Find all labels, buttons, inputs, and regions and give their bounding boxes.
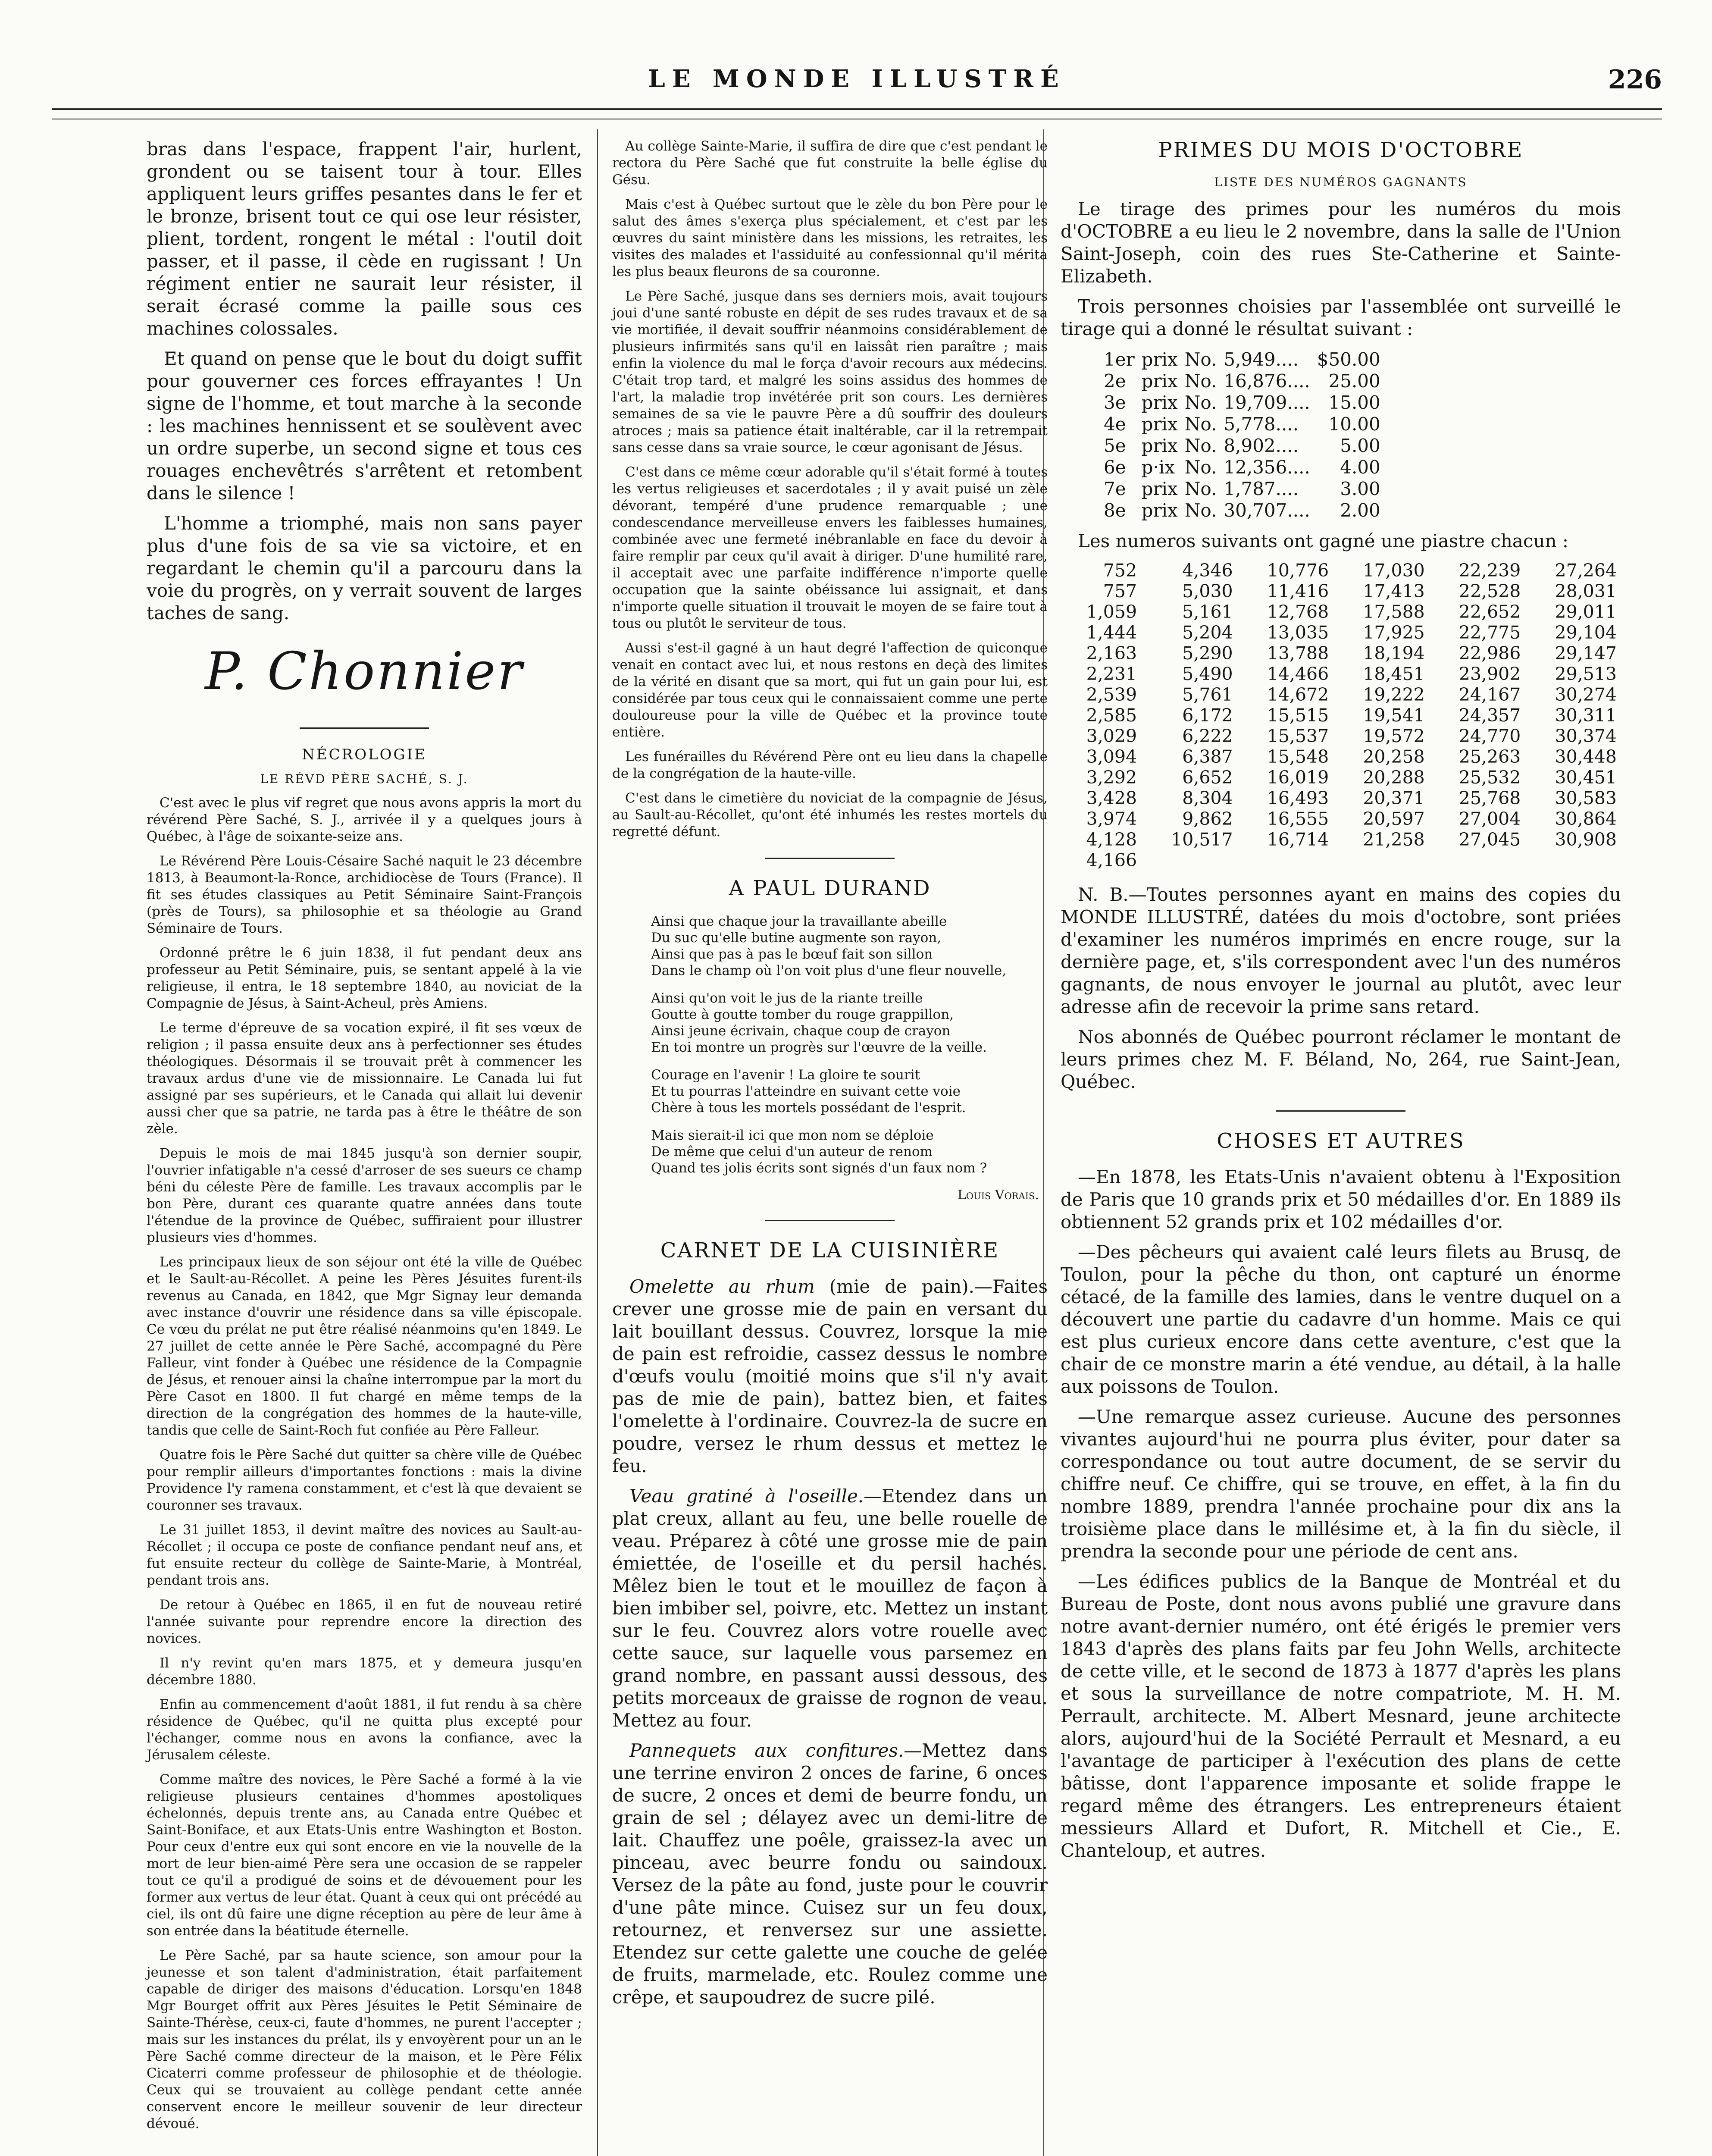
article-paragraph: C'est dans le cimetière du noviciat de la compagnie de Jésus, au Sault-au-Récollet, qu'ont été inhumés les restes mortels du regretté défunt. bbox=[612, 790, 1048, 840]
winning-number: 1,059 bbox=[1086, 602, 1137, 622]
prize-word: prix bbox=[1141, 500, 1178, 521]
winning-number: 10,517 bbox=[1171, 829, 1233, 850]
winning-number: 30,451 bbox=[1555, 767, 1617, 788]
recipe bbox=[612, 1275, 1048, 1477]
winning-number: 17,588 bbox=[1363, 602, 1425, 622]
article-paragraph: N. B.—Toutes personnes ayant en mains des copies du MONDE ILLUSTRÉ, datées du mois d'octobre, sont priées d'examiner les numéros imprimés en encre rouge, sur la dernière page, et, s'ils correspondent avec l'un des numéros gagnants, de nous envoyer le journal au plutôt, avec leur adresse afin de recevoir la prime sans retard. bbox=[1061, 884, 1621, 1017]
prize-no: No. bbox=[1184, 349, 1217, 370]
winning-number bbox=[1525, 850, 1621, 871]
section-title-poem: A PAUL DURAND bbox=[729, 876, 931, 900]
winning-number: 21,258 bbox=[1363, 829, 1425, 850]
winning-number: 17,030 bbox=[1363, 560, 1425, 581]
poem-line: Goutte à goutte tomber du rouge grappillon, bbox=[651, 1007, 954, 1022]
poem-line: Dans le champ où l'on voit plus d'une fleur nouvelle, bbox=[651, 963, 1007, 978]
numbers-row bbox=[1061, 602, 1621, 622]
prize-word: prix bbox=[1141, 478, 1178, 499]
winning-number: 18,194 bbox=[1363, 643, 1425, 664]
prize-no: No. bbox=[1184, 370, 1217, 392]
winning-number: 30,448 bbox=[1555, 746, 1617, 767]
winning-number: 16,019 bbox=[1267, 767, 1329, 788]
section-title-primes: PRIMES DU MOIS D'OCTOBRE bbox=[1158, 138, 1524, 162]
prize-amount: 15.00 bbox=[1328, 392, 1380, 413]
poem-stanza bbox=[651, 913, 1048, 979]
winning-number: 15,548 bbox=[1267, 746, 1329, 767]
poem-stanza bbox=[651, 1067, 1048, 1116]
article-paragraph: Les funérailles du Révérend Père ont eu lieu dans la chapelle de la congrégation de la haute-ville. bbox=[612, 749, 1048, 781]
news-item: —En 1878, les Etats-Unis n'avaient obtenu à l'Exposition de Paris que 10 grands prix et 50 médailles d'or. En 1889 ils obtiennent 52 grands prix et 102 médailles d'or. bbox=[1061, 1166, 1621, 1232]
recipe-name: Pannequets aux confitures. bbox=[629, 1740, 904, 1761]
article-paragraph: Il n'y revint qu'en mars 1875, et y demeura jusqu'en décembre 1880. bbox=[147, 1655, 582, 1688]
prize-number: 5,778.... bbox=[1224, 414, 1299, 435]
recipe-name: Veau gratiné à l'oseille. bbox=[629, 1485, 864, 1507]
numbers-row bbox=[1061, 850, 1621, 871]
recipe-text: —Mettez dans une terrine environ 2 onces de farine, 6 onces de sucre, 2 onces et demi de beurre fondu, un grain de sel ; délayez avec un demi-litre de lait. Chauffez une poêle, graissez-la avec un pinceau, avec beurre fondu ou saindoux. Versez de la pâte au fond, juste pour le couvrir d'une pâte mince. Cuisez sur un feu doux, retournez, et renversez sur une assiette. Etendez sur cette galette une couche de gelée de fruits, marmelade, etc. Roulez comme une crêpe, et saupoudrez de sucre pilé. bbox=[612, 1740, 1048, 2008]
article-paragraph: Et quand on pense que le bout du doigt suffit pour gouverner ces forces effrayantes ! Un signe de l'homme, et tout marche à la seconde : les machines hennissent et se soulèvent avec un ordre superbe, un second signe et tous ces rouages enchevêtrés s'arrêtent et retombent dans le silence ! bbox=[147, 348, 582, 504]
poem-line: Et tu pourras l'atteindre en suivant cette voie bbox=[651, 1084, 961, 1099]
column-divider bbox=[597, 129, 598, 2156]
numbers-row bbox=[1061, 788, 1621, 808]
winning-number: 15,515 bbox=[1267, 705, 1329, 726]
winning-numbers-table bbox=[1061, 560, 1621, 871]
numbers-row bbox=[1061, 581, 1621, 602]
winning-number: 30,274 bbox=[1555, 684, 1617, 705]
numbers-row bbox=[1061, 622, 1621, 643]
article-paragraph: Le 31 juillet 1853, il devint maître des novices au Sault-au-Récollet ; il occupa ce poste de confiance pendant neuf ans, et fut ensuite recteur du collège de Sainte-Marie, à Montréal, pendant trois ans. bbox=[147, 1522, 582, 1588]
publication-title: LE MONDE ILLUSTRÉ bbox=[648, 65, 1066, 93]
winning-number: 6,652 bbox=[1182, 767, 1233, 788]
winning-number: 5,290 bbox=[1182, 643, 1233, 664]
article-paragraph: L'homme a triomphé, mais non sans payer plus d'une fois de sa vie sa victoire, et en regardant le chemin qu'il a parcouru dans la voie du progrès, on y verrait souvent de larges taches de sang. bbox=[147, 513, 582, 624]
winning-number: 12,768 bbox=[1267, 602, 1329, 622]
prize-row bbox=[1104, 435, 1387, 457]
winning-number: 17,413 bbox=[1363, 581, 1425, 602]
article-paragraph: Aussi s'est-il gagné à un haut degré l'affection de quiconque venait en contact avec lui, et nous restons en deçà des limites de la vérité en disant que sa mort, qui fut un gain pour lui, est considérée par tous ceux qui le connaissaient comme une perte douloureuse pour la ville de Québec et la province toute entière. bbox=[612, 640, 1048, 740]
winning-number: 20,371 bbox=[1363, 788, 1425, 808]
winning-number: 3,094 bbox=[1086, 746, 1137, 767]
article-paragraph: C'est dans ce même cœur adorable qu'il s'était formé à toutes les vertus religieuses et sacerdotales ; il y avait puisé un zèle dévorant, tempéré d'une prudence remarquable ; une condescendance merveilleuse envers les faiblesses humaines, combinée avec une fermeté inébranlable en face du devoir à faire remplir par ceux qu'il avait à diriger. D'une humilité rare, il acceptait avec une parfaite indifférence n'importe quelle occupation que la sainte obéissance lui assignait, et dans n'importe quelle situation il trouvait le moyen de se faire tout à tous ou plutôt le serviteur de tous. bbox=[612, 464, 1048, 631]
prize-row bbox=[1104, 457, 1387, 478]
winning-number: 13,035 bbox=[1267, 622, 1329, 643]
author-signature: P. Chonnier bbox=[205, 642, 524, 702]
article-paragraph: bras dans l'espace, frappent l'air, hurlent, grondent ou se taisent tour à tour. Elles appliquent leurs griffes pesantes dans le fer et le bronze, brisent tout ce qui ose leur résister, plient, tordent, rongent le métal : l'outil doit passer, et il passe, il cède en rugissant ! Un régiment entier ne saurait leur résister, il serait écrasé comme la paille sous ces machines colossales. bbox=[147, 138, 582, 339]
prize-rank: 1er bbox=[1104, 349, 1135, 370]
winning-number: 19,222 bbox=[1363, 684, 1425, 705]
winning-number: 19,541 bbox=[1363, 705, 1425, 726]
prize-rank: 8e bbox=[1104, 500, 1126, 521]
recipe-text: (mie de pain).—Faites crever une grosse mie de pain en versant du lait bouillant dessus. Couvrez, lorsque la mie de pain est refroidie, cassez dessus le nombre d'œufs voulu (moitié moins que s'il n'y avait pas de mie de pain), battez bien, et faites l'omelette à l'ordinaire. Couvrez-la de sucre en poudre, versez le rhum dessus et mettez le feu. bbox=[612, 1276, 1048, 1476]
winning-number: 29,513 bbox=[1555, 664, 1617, 684]
winning-number: 2,231 bbox=[1086, 664, 1137, 684]
numbers-row bbox=[1061, 664, 1621, 684]
winning-number: 4,346 bbox=[1182, 560, 1233, 581]
section-rule bbox=[1276, 1110, 1405, 1112]
article-paragraph: C'est avec le plus vif regret que nous avons appris la mort du révérend Père Saché, S. J., arrivée il y a quelques jours à Québec, à l'âge de soixante-seize ans. bbox=[147, 795, 582, 844]
numbers-row bbox=[1061, 684, 1621, 705]
news-item: —Des pêcheurs qui avaient calé leurs filets au Brusq, de Toulon, pour la pêche du thon, ont capturé un énorme cétacé, de la famille des lamies, dans le ventre duquel on a découvert une partie du cadavre d'un homme. Mais ce qui est plus curieux encore dans cette aventure, c'est que la chair de ce monstre marin a été vendue, au détail, à la halle aux poissons de Toulon. bbox=[1061, 1241, 1621, 1397]
prize-word: prix bbox=[1141, 349, 1178, 370]
article-paragraph: Le tirage des primes pour les numéros du mois d'OCTOBRE a eu lieu le 2 novembre, dans la salle de l'Union Saint-Joseph, coin des rues Ste-Catherine et Sainte-Elizabeth. bbox=[1061, 198, 1621, 287]
numbers-row bbox=[1061, 746, 1621, 767]
winning-number: 14,672 bbox=[1267, 684, 1329, 705]
section-title-necrologie: NÉCROLOGIE bbox=[302, 746, 427, 763]
prize-no: No. bbox=[1184, 414, 1217, 435]
prize-word: prix bbox=[1141, 435, 1178, 456]
winning-number: 10,776 bbox=[1267, 560, 1329, 581]
prize-no: No. bbox=[1184, 500, 1217, 521]
prize-no: No. bbox=[1184, 392, 1217, 413]
winning-number: 6,387 bbox=[1182, 746, 1233, 767]
prize-rank: 4e bbox=[1104, 414, 1126, 435]
winning-number: 22,775 bbox=[1458, 622, 1521, 643]
article-paragraph: Le Père Saché, jusque dans ses derniers mois, avait toujours joui d'une santé robuste en dépit de ses rudes travaux et de sa vie mortifiée, il devait souffrir néanmoins considérablement de plusieurs infirmités sans qu'il en laissât rien paraître ; mais enfin la violence du mal le força d'avoir recours aux médecins. C'était trop tard, et malgré les soins assidus des hommes de l'art, la maladie trop invétérée prit son cours. Les dernières semaines de sa vie le pauvre Père a dû souffrir des douleurs atroces ; mais sa patience était inaltérable, car il la retrempait sans cesse dans sa vraie source, le cœur agonisant de Jésus. bbox=[612, 288, 1048, 455]
prize-word: prix bbox=[1141, 414, 1178, 435]
page-number: 226 bbox=[1608, 65, 1662, 95]
winning-number: 752 bbox=[1103, 560, 1137, 581]
winning-number: 29,147 bbox=[1555, 643, 1617, 664]
article-paragraph: Le Père Saché, par sa haute science, son amour pour la jeunesse et son talent d'administration, était parfaitement capable de diriger des maisons d'éducation. Lorsqu'en 1848 Mgr Bourget offrit aux Pères Jésuites le Petit Séminaire de Sainte-Thérèse, ceux-ci, faute d'hommes, ne purent l'accepter ; mais sur les instances du prélat, ils y envoyèrent pour un an le Père Saché comme directeur de la maison, et le Père Félix Cicaterri comme professeur de philosophie et de théologie. Ceux qui se trouvaient au collège pendant cette année conservent encore le meilleur souvenir de leur directeur dévoué. bbox=[147, 1948, 582, 2131]
numbers-row bbox=[1061, 560, 1621, 581]
news-item: —Les édifices publics de la Banque de Montréal et du Bureau de Poste, dont nous avons publié une gravure dans notre avant-dernier numéro, ont été érigés le premier vers 1843 d'après des plans faits par feu John Wells, architecte de cette ville, et le second de 1873 à 1877 d'après les plans et sous la surveillance de notre compatriote, M. H. M. Perrault, architecte. M. Albert Mesnard, jeune architecte alors, aujourd'hui de la Société Perrault et Mesnard, a eu l'avantage de participer à l'exécution des plans de cette bâtisse, dont l'apparence imposante et solide frappe le regard même des étrangers. Les entrepreneurs étaient messieurs Allard et Dufort, R. Mitchell et Cie., E. Chanteloup, et autres. bbox=[1061, 1571, 1621, 1861]
masthead bbox=[52, 65, 1662, 95]
poem-line: Du suc qu'elle butine augmente son rayon, bbox=[651, 930, 942, 946]
column-3 bbox=[1061, 138, 1621, 1870]
numbers-row bbox=[1061, 726, 1621, 746]
winning-number: 30,374 bbox=[1555, 726, 1617, 746]
winning-number: 5,490 bbox=[1182, 664, 1233, 684]
prize-word: p·ix bbox=[1141, 457, 1175, 478]
article-paragraph: Ordonné prêtre le 6 juin 1838, il fut pendant deux ans professeur au Petit Séminaire, puis, se sentant appelé à la vie religieuse, il entra, le 18 septembre 1840, au noviciat de la Compagnie de Jésus, à Saint-Acheul, près Amiens. bbox=[147, 945, 582, 1011]
section-rule bbox=[300, 727, 429, 729]
winning-number bbox=[1429, 850, 1525, 871]
winning-number: 15,537 bbox=[1267, 726, 1329, 746]
prize-rank: 6e bbox=[1104, 457, 1126, 478]
winning-number: 28,031 bbox=[1555, 581, 1617, 602]
section-subtitle: LE RÉVD PÈRE SACHÉ, S. J. bbox=[260, 772, 469, 786]
winning-number: 17,925 bbox=[1363, 622, 1425, 643]
section-title-carnet: CARNET DE LA CUISINIÈRE bbox=[660, 1238, 1000, 1263]
winning-number: 30,583 bbox=[1555, 788, 1617, 808]
winning-number: 9,862 bbox=[1182, 808, 1233, 829]
prize-no: No. bbox=[1184, 457, 1217, 478]
prize-row bbox=[1104, 370, 1387, 392]
section-rule bbox=[765, 858, 895, 859]
winning-number: 20,288 bbox=[1363, 767, 1425, 788]
section-title-choses: CHOSES ET AUTRES bbox=[1217, 1129, 1465, 1153]
recipe-name: Omelette au rhum bbox=[629, 1276, 815, 1297]
article-paragraph: Enfin au commencement d'août 1881, il fut rendu à sa chère résidence de Québec, qu'il ne quitta plus excepté pour l'échanger, comme nous en avons la confiance, avec la Jérusalem céleste. bbox=[147, 1697, 582, 1763]
article-paragraph: De retour à Québec en 1865, il en fut de nouveau retiré l'année suivante pour reprendre encore la direction des novices. bbox=[147, 1597, 582, 1646]
winning-number: 27,045 bbox=[1458, 829, 1521, 850]
numbers-row bbox=[1061, 808, 1621, 829]
section-rule bbox=[765, 1220, 895, 1221]
prize-row bbox=[1104, 500, 1387, 521]
article-paragraph: Trois personnes choisies par l'assemblée ont surveillé le tirage qui a donné le résultat suivant : bbox=[1061, 296, 1621, 339]
prize-number: 30,707.... bbox=[1224, 500, 1310, 521]
winning-number bbox=[1141, 850, 1237, 871]
article-paragraph: Quatre fois le Père Saché dut quitter sa chère ville de Québec pour remplir ailleurs d'importantes fonctions : mais la divine Providence l'y ramena constamment, et c'est là que devaient se couronner ses travaux. bbox=[147, 1447, 582, 1513]
prize-row bbox=[1104, 349, 1387, 370]
prize-row bbox=[1104, 478, 1387, 500]
winning-number: 22,986 bbox=[1458, 643, 1521, 664]
prize-amount: 3.00 bbox=[1340, 478, 1380, 499]
poem-line: Mais sierait-il ici que mon nom se déploie bbox=[651, 1128, 934, 1143]
winning-number: 2,163 bbox=[1086, 643, 1137, 664]
winning-number: 3,029 bbox=[1086, 726, 1137, 746]
prize-amount: 5.00 bbox=[1340, 435, 1380, 456]
winning-number: 29,011 bbox=[1555, 602, 1617, 622]
poem-line: Quand tes jolis écrits sont signés d'un faux nom ? bbox=[651, 1160, 987, 1176]
article-paragraph: Le Révérend Père Louis-Césaire Saché naquit le 23 décembre 1813, à Beaumont-la-Ronce, archidiocèse de Tours (France). Il fit ses études classiques au Petit Séminaire Saint-François (près de Tours), sa philosophie et sa théologie au Grand Séminaire de Tours. bbox=[147, 853, 582, 936]
winning-number: 14,466 bbox=[1267, 664, 1329, 684]
article-paragraph: Les numeros suivants ont gagné une piastre chacun : bbox=[1078, 530, 1569, 552]
winning-number: 3,428 bbox=[1086, 788, 1137, 808]
poem-line: Chère à tous les mortels possédant de l'esprit. bbox=[651, 1100, 966, 1116]
winning-number: 27,004 bbox=[1458, 808, 1521, 829]
winning-number: 3,292 bbox=[1086, 767, 1137, 788]
poem-line: Ainsi jeune écrivain, chaque coup de crayon bbox=[651, 1023, 951, 1039]
winning-number: 5,761 bbox=[1182, 684, 1233, 705]
numbers-row bbox=[1061, 643, 1621, 664]
prize-amount: 25.00 bbox=[1328, 370, 1380, 392]
winning-number: 16,493 bbox=[1267, 788, 1329, 808]
winning-number: 23,902 bbox=[1458, 664, 1521, 684]
prize-amount: 10.00 bbox=[1328, 414, 1380, 435]
winning-number: 16,714 bbox=[1267, 829, 1329, 850]
winning-number: 6,172 bbox=[1182, 705, 1233, 726]
prize-table bbox=[1104, 349, 1387, 521]
winning-number: 20,258 bbox=[1363, 746, 1425, 767]
masthead-rule bbox=[52, 108, 1662, 110]
winning-number: 2,585 bbox=[1086, 705, 1137, 726]
winning-number bbox=[1333, 850, 1429, 871]
prize-row bbox=[1104, 414, 1387, 435]
prize-word: prix bbox=[1141, 392, 1178, 413]
poem-stanza bbox=[651, 990, 1048, 1056]
prize-amount: $50.00 bbox=[1317, 349, 1380, 370]
prize-row bbox=[1104, 392, 1387, 414]
winning-number: 24,357 bbox=[1458, 705, 1521, 726]
winning-number: 5,161 bbox=[1182, 602, 1233, 622]
winning-number: 30,908 bbox=[1555, 829, 1617, 850]
winning-number: 1,444 bbox=[1086, 622, 1137, 643]
prize-word: prix bbox=[1141, 370, 1178, 392]
poem-stanza bbox=[651, 1127, 1048, 1176]
prize-no: No. bbox=[1184, 435, 1217, 456]
poem-line: Courage en l'avenir ! La gloire te sourit bbox=[651, 1067, 920, 1083]
winning-number: 29,104 bbox=[1555, 622, 1617, 643]
winning-number: 30,311 bbox=[1555, 705, 1617, 726]
prize-rank: 2e bbox=[1104, 370, 1126, 392]
prize-rank: 3e bbox=[1104, 392, 1126, 413]
prize-amount: 2.00 bbox=[1340, 500, 1380, 521]
article-paragraph: Nos abonnés de Québec pourront réclamer le montant de leurs primes chez M. F. Béland, No, 264, rue Saint-Jean, Québec. bbox=[1061, 1026, 1621, 1092]
poem-line: En toi montre un progrès sur l'œuvre de la veille. bbox=[651, 1040, 987, 1055]
recipe-text: —Etendez dans un plat creux, allant au feu, une belle rouelle de veau. Préparez à côté une grosse mie de pain émiettée, de l'oseille et du persil hachés. Mêlez bien le tout et le mouillez de façon à bien imbiber sel, poivre, etc. Mettez un instant sur le feu. Couvrez alors votre rouelle avec cette sauce, sur laquelle vous parsemez en grand nombre, en passant aussi dessous, des petits morceaux de graisse de rognon de veau. Mettez au four. bbox=[612, 1485, 1048, 1731]
winning-number: 13,788 bbox=[1267, 643, 1329, 664]
article-paragraph: Mais c'est à Québec surtout que le zèle du bon Père pour le salut des âmes s'exerça plus spécialement, et c'est par les œuvres du saint ministère dans les missions, les retraites, les visites des malades et l'assiduité au confessionnal qu'il mérita les plus beaux fleurons de sa couronne. bbox=[612, 197, 1048, 279]
winning-number: 6,222 bbox=[1182, 726, 1233, 746]
prize-number: 12,356.... bbox=[1224, 457, 1310, 478]
winning-number: 24,770 bbox=[1458, 726, 1521, 746]
winning-number: 25,263 bbox=[1458, 746, 1521, 767]
poem-line: De même que celui d'un auteur de renom bbox=[651, 1144, 933, 1159]
winning-number: 20,597 bbox=[1363, 808, 1425, 829]
winning-number: 19,572 bbox=[1363, 726, 1425, 746]
prize-number: 8,902.... bbox=[1224, 435, 1299, 456]
article-paragraph: Comme maître des novices, le Père Saché a formé à la vie religieuse plusieurs centaines d'hommes apostoliques échelonnés, depuis trente ans, au Canada entre Québec et Saint-Boniface, et aux Etats-Unis entre Washington et Boston. Pour ceux d'entre eux qui sont encore en vie la nouvelle de la mort de leur bien-aimé Père sera une occasion de se rappeler tout ce qu'il a prodigué de soins et de dévouement pour les former aux vertus de leur état. Quant à ceux qui ont précédé au ciel, ils ont dû faire une digne réception au père de leur âme à son entrée dans la béatitude éternelle. bbox=[147, 1772, 582, 1939]
winning-number: 11,416 bbox=[1267, 581, 1329, 602]
winning-number: 22,239 bbox=[1458, 560, 1521, 581]
winning-number: 757 bbox=[1103, 581, 1137, 602]
prize-number: 5,949.... bbox=[1224, 349, 1299, 370]
article-paragraph: Au collège Sainte-Marie, il suffira de dire que c'est pendant le rectora du Père Saché que fut construite la belle église du Gésu. bbox=[612, 138, 1048, 188]
prize-amount: 4.00 bbox=[1340, 457, 1380, 478]
numbers-row bbox=[1061, 767, 1621, 788]
article-paragraph: Depuis le mois de mai 1845 jusqu'à son dernier soupir, l'ouvrier infatigable n'a cessé d'arroser de ses sueurs ce champ béni du céleste Père de famille. Les travaux accomplis par le bon Père, durant ces quarante quatre années dans toute l'étendue de la province de Québec, suffiraient pour illustrer plusieurs vies d'hommes. bbox=[147, 1146, 582, 1245]
winning-number: 3,974 bbox=[1086, 808, 1137, 829]
column-1 bbox=[147, 138, 582, 2140]
winning-number: 18,451 bbox=[1363, 664, 1425, 684]
numbers-row bbox=[1061, 705, 1621, 726]
winning-number: 8,304 bbox=[1182, 788, 1233, 808]
poem-line: Ainsi qu'on voit le jus de la riante treille bbox=[651, 990, 923, 1006]
winning-number: 16,555 bbox=[1267, 808, 1329, 829]
winning-number: 30,864 bbox=[1555, 808, 1617, 829]
numbers-row bbox=[1061, 829, 1621, 850]
prize-rank: 5e bbox=[1104, 435, 1126, 456]
winning-number: 4,128 bbox=[1086, 829, 1137, 850]
winning-number bbox=[1237, 850, 1333, 871]
winning-number: 2,539 bbox=[1086, 684, 1137, 705]
prize-number: 19,709.... bbox=[1224, 392, 1310, 413]
poem-line: Ainsi que chaque jour la travaillante abeille bbox=[651, 914, 947, 929]
news-item: —Une remarque assez curieuse. Aucune des personnes vivantes aujourd'hui ne pourra plus éviter, pour dater sa correspondance ou tout autre document, de se servir du chiffre neuf. Ce chiffre, qui se trouve, en effet, à la fin du nombre 1889, prendra l'année prochaine pour dix ans la troisième place dans le millésime et, à la fin du siècle, il prendra la seconde pour une période de cent ans. bbox=[1061, 1406, 1621, 1562]
poem-line: Ainsi que pas à pas le bœuf fait son sillon bbox=[651, 946, 933, 962]
prize-number: 1,787.... bbox=[1224, 478, 1299, 499]
prize-no: No. bbox=[1184, 478, 1217, 499]
poem-author: Louis Vorais. bbox=[957, 1188, 1039, 1203]
recipe bbox=[612, 1739, 1048, 2009]
winning-number: 27,264 bbox=[1555, 560, 1617, 581]
winning-number: 25,532 bbox=[1458, 767, 1521, 788]
winning-number: 25,768 bbox=[1458, 788, 1521, 808]
winning-number: 22,528 bbox=[1458, 581, 1521, 602]
recipe bbox=[612, 1485, 1048, 1732]
article-paragraph: Le terme d'épreuve de sa vocation expiré, il fit ses vœux de religion ; il passa ensuite deux ans à perfectionner ses études théologiques. Désormais il se trouvait prêt à commencer les travaux ardus d'une vie de missionnaire. Le Canada lui fut assigné par ses supérieurs, et le Canada qui allait lui devenir aussi cher que sa patrie, ne tarda pas à être le théâtre de son zèle. bbox=[147, 1020, 582, 1137]
winning-number: 5,030 bbox=[1182, 581, 1233, 602]
section-subtitle: LISTE DES NUMÉROS GAGNANTS bbox=[1214, 175, 1468, 189]
prize-rank: 7e bbox=[1104, 478, 1126, 499]
winning-number: 24,167 bbox=[1458, 684, 1521, 705]
winning-number: 4,166 bbox=[1086, 850, 1137, 871]
prize-number: 16,876.... bbox=[1224, 370, 1310, 392]
article-paragraph: Les principaux lieux de son séjour ont été la ville de Québec et le Sault-au-Récollet. A peine les Pères Jésuites furent-ils revenus au Canada, en 1842, que Mgr Signay leur demanda avec instance d'ouvrir une résidence dans sa ville épiscopale. Ce vœu du prélat ne put être réalisé néanmoins qu'en 1849. Le 27 juillet de cette année le Père Saché, accompagné du Père Falleur, vint fonder à Québec une résidence de la Compagnie de Jésus, et renouer ainsi la chaîne interrompue par la mort du Père Casot en 1800. Il fut chargé en même temps de la direction de la congrégation des hommes de la haute-ville, tandis que celle de Saint-Roch fut confiée au Père Falleur. bbox=[147, 1254, 582, 1438]
column-2 bbox=[612, 138, 1048, 2016]
winning-number: 22,652 bbox=[1458, 602, 1521, 622]
winning-number: 5,204 bbox=[1182, 622, 1233, 643]
